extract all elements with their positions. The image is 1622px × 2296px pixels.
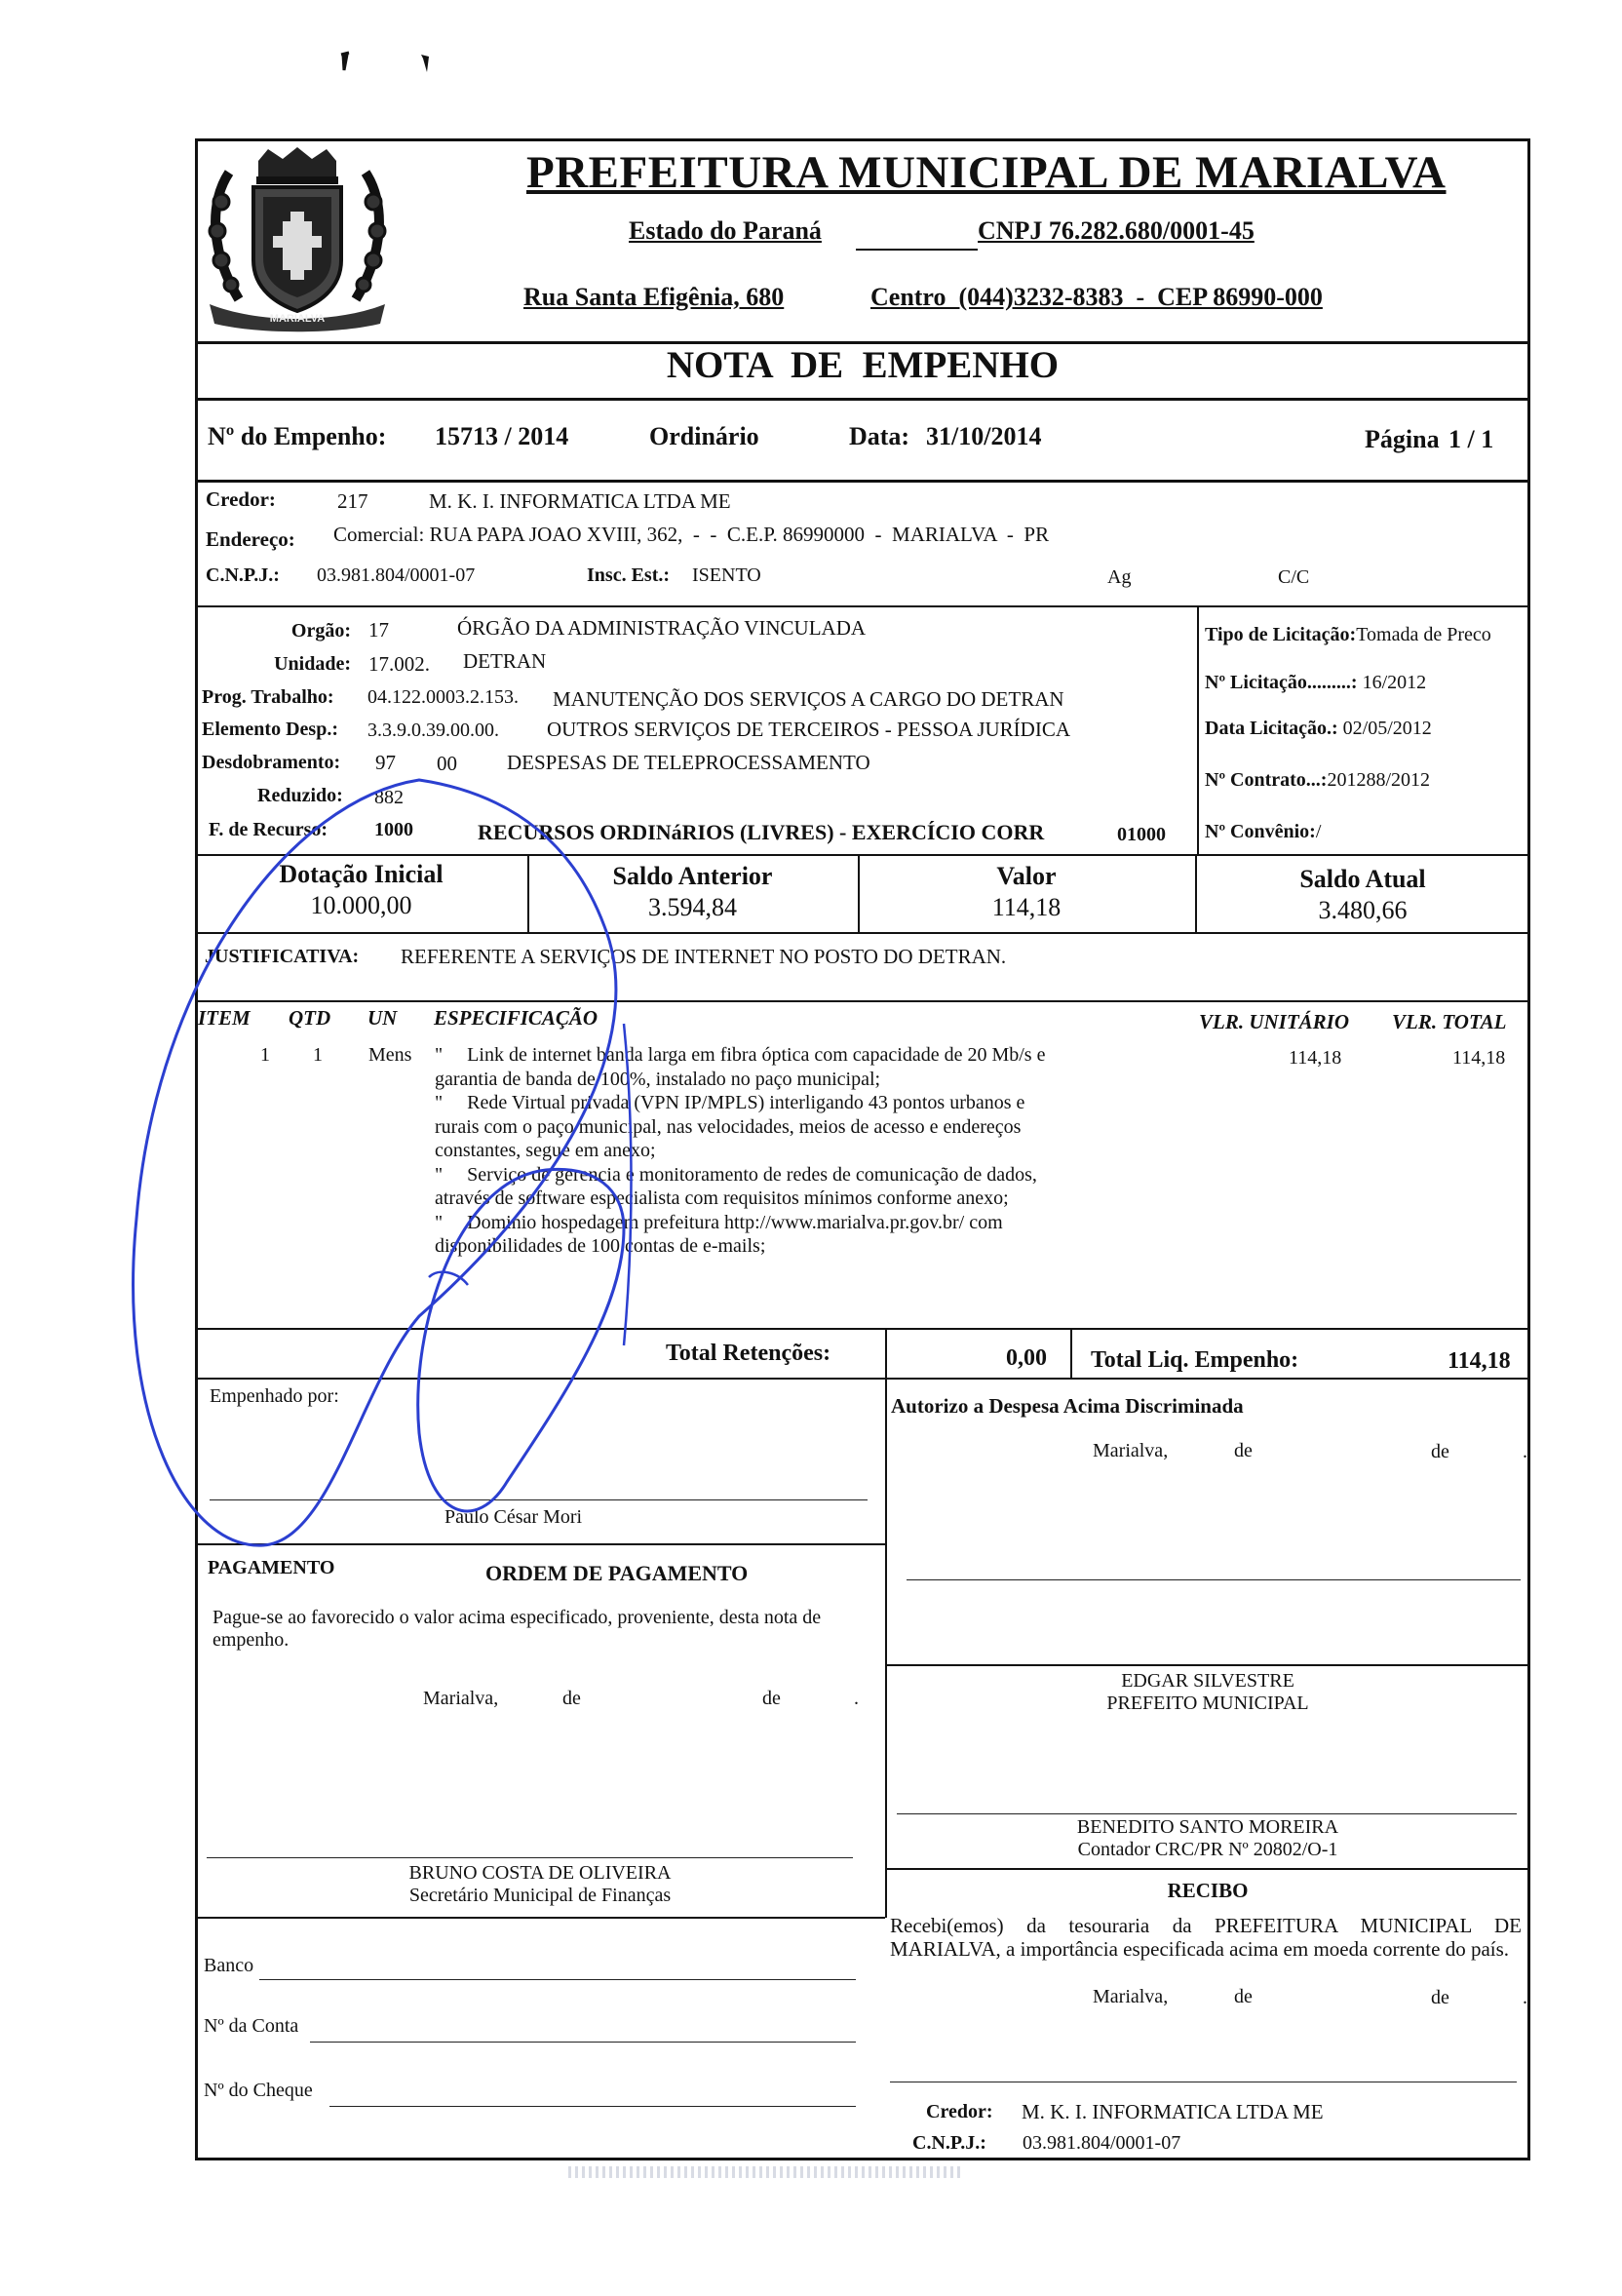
- period-mark: .: [854, 1688, 859, 1709]
- municipality-title: PREFEITURA MUNICIPAL DE MARIALVA: [526, 147, 1447, 198]
- pague-de-2: de: [762, 1688, 781, 1709]
- saldo-atual-label: Saldo Atual: [1299, 865, 1426, 893]
- row-qtd: 1: [313, 1044, 323, 1066]
- empenhado-label: Empenhado por:: [210, 1385, 339, 1407]
- address-rest: Centro (044)3232-8383 - CEP 86990-000: [870, 283, 1323, 311]
- reduzido-label: Reduzido:: [257, 785, 343, 806]
- tipo-licitacao: Tipo de Licitação:Tomada de Preco: [1205, 624, 1491, 645]
- contador-name: BENEDITO SANTO MOREIRA: [1076, 1816, 1339, 1838]
- unidade-label: Unidade:: [274, 653, 351, 675]
- banco-line: [259, 1979, 856, 1980]
- row-item: 1: [260, 1044, 270, 1066]
- recurso-number: 01000: [1117, 824, 1166, 845]
- spec-line: rurais com o paço municipal, nas velocidades, meios de acesso e endereços: [435, 1115, 1022, 1138]
- orgao-label: Orgão:: [290, 620, 351, 642]
- recibo-cnpj-label: C.N.P.J.:: [912, 2132, 986, 2154]
- spec-line: disponibilidades de 100 contas de e-mails;: [435, 1235, 766, 1257]
- prefeito-signature: [885, 1670, 1530, 1715]
- unidade-code: 17.002.: [368, 652, 430, 676]
- justificativa-text: REFERENTE A SERVIÇOS DE INTERNET NO POSTO DO DETRAN.: [401, 945, 1007, 968]
- elem-name: OUTROS SERVIÇOS DE TERCEIROS - PESSOA JURÍDICA: [547, 718, 1071, 741]
- row-un: Mens: [368, 1044, 412, 1066]
- spec-line: " Serviço de gerencia e monitoramento de redes de comunicação de dados,: [435, 1163, 1037, 1186]
- insc-value: ISENTO: [692, 564, 761, 586]
- credor-code: 217: [337, 489, 368, 513]
- insc-label: Insc. Est.:: [587, 564, 671, 586]
- cc-label: C/C: [1278, 566, 1310, 588]
- desd-code-2: 00: [437, 752, 457, 775]
- elem-code: 3.3.9.0.39.00.00.: [367, 720, 499, 741]
- cheque-label: Nº do Cheque: [204, 2080, 313, 2101]
- scan-marks: [331, 47, 448, 86]
- empenho-date: 31/10/2014: [926, 422, 1042, 450]
- ordem-pagamento-label: ORDEM DE PAGAMENTO: [485, 1561, 749, 1585]
- credor-address: Comercial: RUA PAPA JOAO XVIII, 362, - - C.E.P. 86990000 - MARIALVA - PR: [333, 523, 1050, 546]
- orgao-code: 17: [368, 618, 389, 642]
- pagamento-label: PAGAMENTO: [208, 1557, 335, 1578]
- address-label: Endereço:: [206, 527, 295, 551]
- recibo-text: Recebi(emos) da tesouraria da PREFEITURA MUNICIPAL DE MARIALVA, a importância especificada acima em moeda corrente do país.: [890, 1914, 1522, 1961]
- prefeito-title: PREFEITO MUNICIPAL: [1106, 1693, 1309, 1714]
- empenho-type: Ordinário: [649, 422, 759, 450]
- conta-label: Nº da Conta: [204, 2015, 299, 2037]
- total-liq-label: Total Liq. Empenho:: [1091, 1347, 1299, 1373]
- dotacao-value: 10.000,00: [310, 891, 412, 919]
- doc-title: NOTA DE EMPENHO: [666, 344, 1060, 386]
- secretario-name: BRUNO COSTA DE OLIVEIRA: [408, 1862, 672, 1884]
- empenho-number-label: Nº do Empenho:: [208, 422, 387, 450]
- unidade-name: DETRAN: [463, 649, 547, 673]
- ag-label: Ag: [1107, 566, 1132, 588]
- elem-label: Elemento Desp.:: [202, 719, 338, 740]
- credor-label: Credor:: [206, 487, 276, 511]
- period-mark: .: [1523, 1441, 1527, 1462]
- total-liq-value: 114,18: [1448, 1348, 1511, 1374]
- secretario-signature: [195, 1862, 885, 1907]
- credor-cnpj: 03.981.804/0001-07: [317, 564, 476, 586]
- recurso-label: F. de Recurso:: [209, 819, 328, 840]
- recurso-name: RECURSOS ORDINáRIOS (LIVRES) - EXERCÍCIO CORR: [478, 820, 1045, 844]
- autorizo-text: Autorizo a Despesa Acima Discriminada: [891, 1394, 1244, 1418]
- spec-line: " Dominio hospedagem prefeitura http://www.marialva.pr.gov.br/ com: [435, 1211, 1003, 1233]
- recurso-code: 1000: [374, 819, 413, 840]
- coat-of-arms-icon: [200, 143, 395, 334]
- total-retencoes-value: 0,00: [1006, 1345, 1047, 1371]
- credor-name: M. K. I. INFORMATICA LTDA ME: [429, 489, 731, 513]
- numero-contrato: Nº Contrato...:201288/2012: [1205, 769, 1431, 791]
- header-cnpj: CNPJ 76.282.680/0001-45: [978, 216, 1255, 245]
- valor-value: 114,18: [991, 893, 1062, 921]
- period-mark: .: [1523, 1987, 1527, 2008]
- contador-title: Contador CRC/PR Nº 20802/O-1: [1077, 1839, 1338, 1860]
- scan-artifact: [568, 2166, 964, 2178]
- autorizo-city: Marialva,: [1093, 1440, 1169, 1461]
- spec-line: " Link de internet banda larga em fibra óptica com capacidade de 20 Mb/s e: [435, 1044, 1046, 1066]
- recibo-de-2: de: [1431, 1987, 1449, 2008]
- col-especificacao: ESPECIFICAÇÃO: [434, 1006, 599, 1030]
- cheque-line: [329, 2106, 856, 2107]
- specification: [435, 1043, 1137, 1259]
- numero-licitacao: Nº Licitação.........: 16/2012: [1205, 672, 1427, 693]
- prog-code: 04.122.0003.2.153.: [367, 686, 519, 708]
- contador-signature: [885, 1816, 1530, 1861]
- desd-name: DESPESAS DE TELEPROCESSAMENTO: [507, 751, 870, 774]
- empenhado-name: Paulo César Mori: [444, 1506, 583, 1528]
- saldo-anterior-label: Saldo Anterior: [612, 862, 773, 890]
- saldo-anterior-value: 3.594,84: [648, 893, 737, 921]
- justificativa-label: JUSTIFICATIVA:: [205, 946, 360, 967]
- svg-text:MARIALVA: MARIALVA: [269, 313, 326, 325]
- spec-line: " Rede Virtual privada (VPN IP/MPLS) interligando 43 pontos urbanos e: [435, 1092, 1025, 1113]
- spec-line: constantes, segue em anexo;: [435, 1140, 656, 1161]
- page-label: Página: [1365, 425, 1440, 453]
- recibo-city: Marialva,: [1093, 1986, 1169, 2007]
- orgao-name: ÓRGÃO DA ADMINISTRAÇÃO VINCULADA: [457, 616, 867, 640]
- recibo-credor-label: Credor:: [926, 2101, 993, 2122]
- empenho-number: 15713 / 2014: [435, 422, 569, 450]
- prefeito-name: EDGAR SILVESTRE: [1121, 1670, 1294, 1692]
- prog-label: Prog. Trabalho:: [202, 686, 334, 708]
- row-unit-value: 114,18: [1289, 1047, 1342, 1069]
- prog-name: MANUTENÇÃO DOS SERVIÇOS A CARGO DO DETRAN: [553, 687, 1064, 711]
- recibo-de-1: de: [1234, 1986, 1253, 2007]
- col-vlr-total: VLR. TOTAL: [1392, 1010, 1507, 1033]
- recibo-title: RECIBO: [1167, 1879, 1249, 1902]
- total-retencoes-label: Total Retenções:: [666, 1341, 831, 1366]
- conta-line: [310, 2042, 856, 2043]
- autorizo-de-1: de: [1234, 1440, 1253, 1461]
- saldo-atual-value: 3.480,66: [1318, 896, 1408, 924]
- numero-convenio: Nº Convênio:/: [1205, 821, 1322, 842]
- col-un: UN: [367, 1006, 398, 1030]
- credor-cnpj-label: C.N.P.J.:: [206, 564, 280, 586]
- desd-label: Desdobramento:: [202, 752, 341, 773]
- recibo-credor-name: M. K. I. INFORMATICA LTDA ME: [1022, 2100, 1324, 2123]
- reduzido-value: 882: [374, 787, 404, 808]
- pague-city: Marialva,: [423, 1688, 499, 1709]
- valor-label: Valor: [996, 862, 1057, 890]
- row-total-value: 114,18: [1452, 1047, 1506, 1069]
- page-number: 1 / 1: [1448, 425, 1494, 453]
- spec-line: através de software especialista com requisitos mínimos conforme anexo;: [435, 1187, 1009, 1209]
- state-name: Estado do Paraná: [629, 216, 822, 245]
- secretario-title: Secretário Municipal de Finanças: [408, 1885, 672, 1906]
- data-licitacao: Data Licitação.: 02/05/2012: [1205, 718, 1432, 739]
- pague-text: Pague-se ao favorecido o valor acima especificado, proveniente, desta nota de empenho.: [212, 1607, 822, 1651]
- spec-line: garantia de banda de 100%, instalado no paço municipal;: [435, 1068, 881, 1090]
- underline-fill: [856, 249, 978, 251]
- recibo-cnpj: 03.981.804/0001-07: [1023, 2132, 1181, 2154]
- col-item: ITEM: [198, 1006, 251, 1030]
- empenho-date-label: Data:: [849, 422, 910, 450]
- col-qtd: QTD: [289, 1006, 331, 1030]
- pague-de-1: de: [562, 1688, 581, 1709]
- col-vlr-unitario: VLR. UNITÁRIO: [1199, 1010, 1350, 1033]
- address-street: Rua Santa Efigênia, 680: [523, 283, 785, 311]
- autorizo-de-2: de: [1431, 1441, 1449, 1462]
- desd-code-1: 97: [375, 751, 396, 774]
- banco-label: Banco: [204, 1955, 254, 1976]
- dotacao-label: Dotação Inicial: [279, 860, 444, 888]
